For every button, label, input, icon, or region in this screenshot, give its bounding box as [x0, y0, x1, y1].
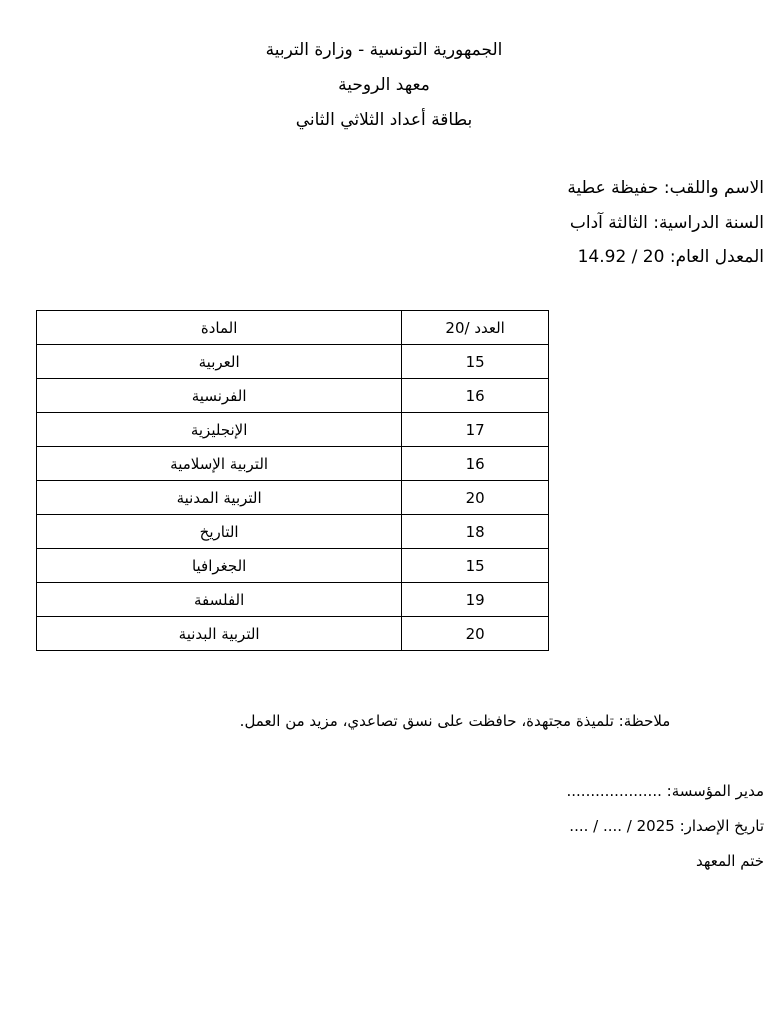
director-signature [364, 782, 764, 800]
grade-cell: 20 [402, 481, 549, 515]
issue-date [364, 817, 764, 835]
subject-header: المادة [37, 311, 402, 345]
report-title: بطاقة أعداد الثلاثي الثاني [295, 110, 473, 130]
subject-cell: الفلسفة [37, 583, 402, 617]
student-name: الاسم واللقب: حفيظة عطية [567, 178, 764, 198]
table-row [37, 617, 549, 651]
grade-cell: 19 [402, 583, 549, 617]
student-year: السنة الدراسية: الثالثة آداب [569, 213, 764, 233]
subject-cell: الإنجليزية [37, 413, 402, 447]
table-row [37, 345, 549, 379]
subject-cell: العربية [37, 345, 402, 379]
grade-cell: 16 [402, 447, 549, 481]
table-row [37, 379, 549, 413]
director-value: .................... [566, 782, 662, 800]
table-header-row [37, 311, 549, 345]
grade-cell: 15 [402, 549, 549, 583]
director-label: مدير المؤسسة: [666, 782, 764, 800]
date-label: تاريخ الإصدار: [679, 817, 764, 835]
grade-cell: 16 [402, 379, 549, 413]
subject-cell: التربية المدنية [37, 481, 402, 515]
grade-cell: 15 [402, 345, 549, 379]
table-row [37, 413, 549, 447]
subject-cell: الجغرافيا [37, 549, 402, 583]
school-name: معهد الروحية [338, 75, 430, 95]
grades-table [36, 310, 549, 651]
table-row [37, 583, 549, 617]
subject-cell: الفرنسية [37, 379, 402, 413]
average-label: المعدل العام: [669, 247, 764, 267]
date-value: .... / .... / 2025 [569, 817, 675, 835]
subject-cell: التاريخ [37, 515, 402, 549]
subject-cell: التربية البدنية [37, 617, 402, 651]
grade-header: العدد /20 [402, 311, 549, 345]
student-average [264, 247, 764, 267]
school-stamp: ختم المعهد [696, 852, 764, 870]
table-row [37, 549, 549, 583]
table-row [37, 515, 549, 549]
subject-cell: التربية الإسلامية [37, 447, 402, 481]
ministry-title: الجمهورية التونسية - وزارة التربية [265, 40, 503, 60]
table-row [37, 481, 549, 515]
table-row [37, 447, 549, 481]
teacher-note: ملاحظة: تلميذة مجتهدة، حافظت على نسق تصاعدي، مزيد من العمل. [239, 712, 671, 730]
average-value: 14.92 / 20 [577, 247, 665, 267]
grade-cell: 17 [402, 413, 549, 447]
grade-cell: 18 [402, 515, 549, 549]
grade-cell: 20 [402, 617, 549, 651]
